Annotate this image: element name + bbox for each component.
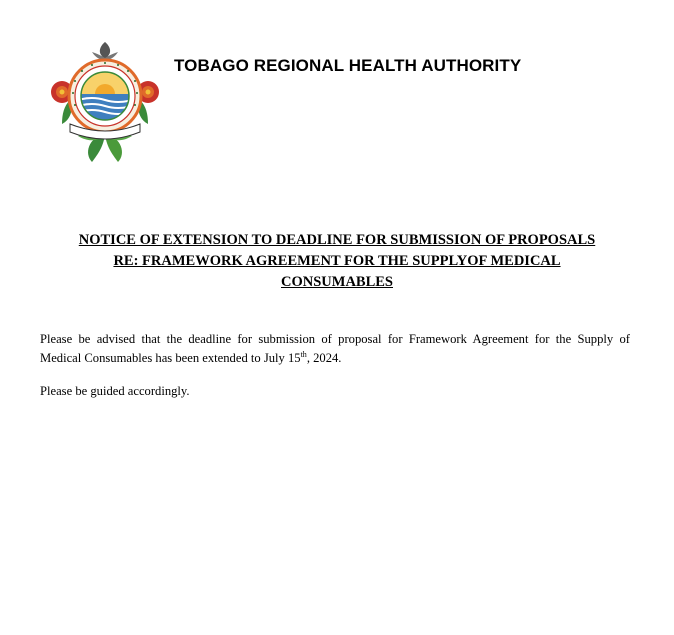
notice-title-line-1: NOTICE OF EXTENSION TO DEADLINE FOR SUBMISSION OF PROPOSALS [78, 232, 596, 248]
advisory-paragraph [40, 330, 630, 368]
advisory-line-2-date-end: , 2024. [306, 351, 342, 365]
notice-body [40, 330, 630, 415]
closing-paragraph: Please be guided accordingly. [40, 384, 190, 398]
letterhead [40, 34, 640, 174]
ordinal-suffix: th [300, 349, 307, 359]
notice-title-line-2: RE: FRAMEWORK AGREEMENT FOR THE SUPPLYOF MEDICAL [113, 253, 561, 269]
organization-name: TOBAGO REGIONAL HEALTH AUTHORITY [174, 56, 522, 75]
advisory-line-1: Please be advised that the deadline for submission of proposal for Framework Agreement for the Supply of [40, 332, 630, 346]
notice-title-line-3: CONSUMABLES [281, 274, 393, 290]
notice-title [0, 230, 674, 293]
crest-logo-icon [48, 38, 162, 162]
advisory-line-2-text: Medical Consumables has been extended to July 15 [40, 351, 301, 365]
advisory-line-2 [40, 351, 341, 365]
